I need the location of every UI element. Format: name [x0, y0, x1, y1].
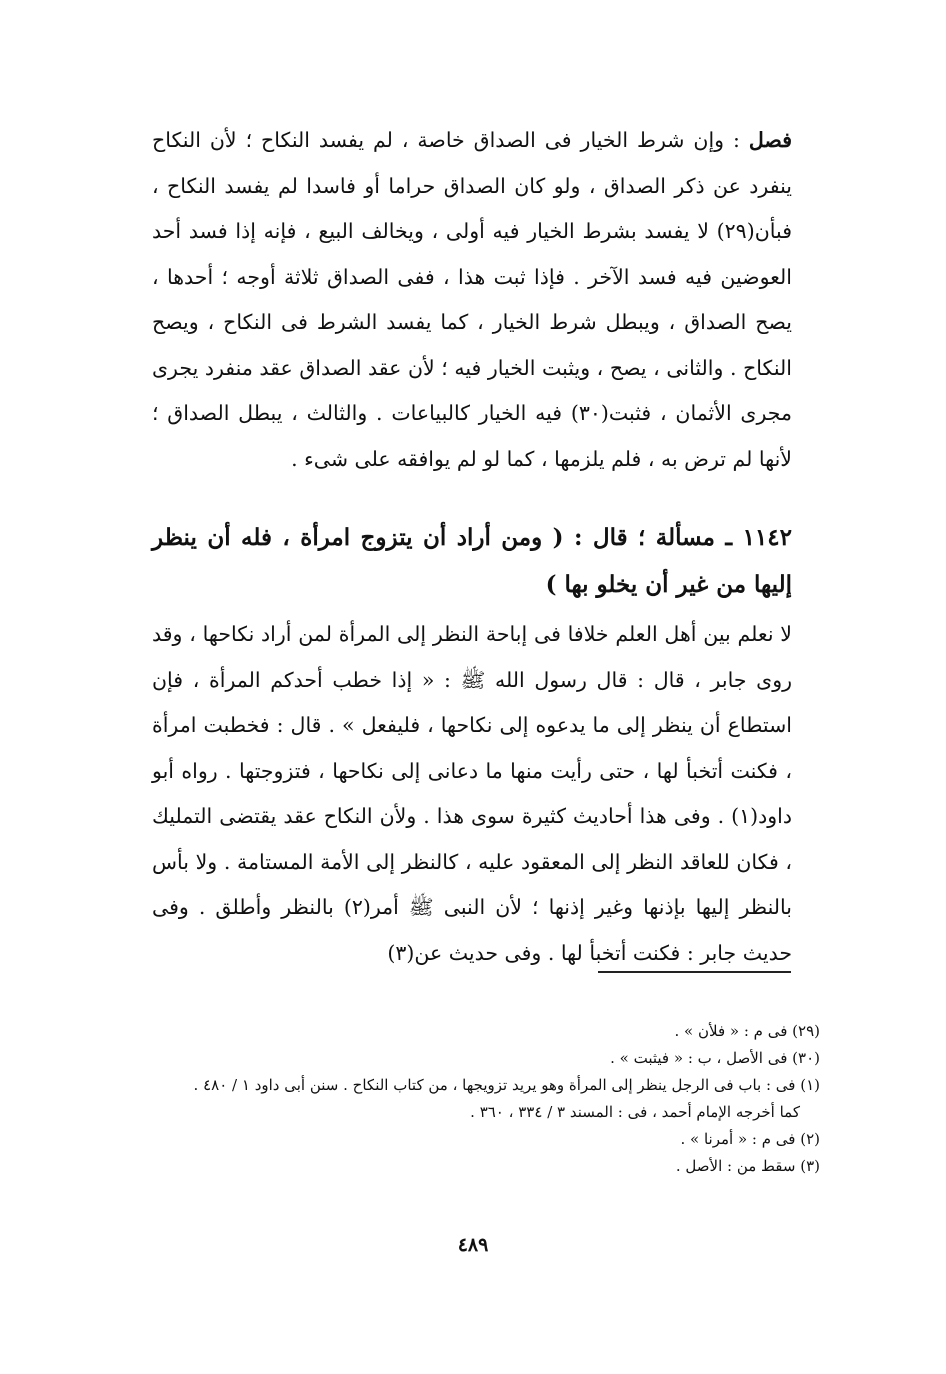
- section-label: فصل: [748, 128, 792, 152]
- masala-heading: ١١٤٢ ـ مسألة ؛ قال : ( ومن أراد أن يتزوج امرأة ، فله أن ينظر إليها من غير أن يخلو بها ): [152, 524, 792, 598]
- section-paragraph: [152, 118, 792, 482]
- footnote: (٢٩) فى م : « فلأن » .: [674, 1022, 820, 1040]
- section-text: : وإن شرط الخيار فى الصداق خاصة ، لم يفسد النكاح ؛ لأن النكاح ينفرد عن ذكر الصداق ، ولو كان الصداق حراما أو فاسدا لم يفسد النكاح ، فبأن(٢٩) لا يفسد بشرط الخيار فيه أولى ، ويخالف البيع ، فإنه إذا فسد أحد العوضين فيه فسد الآخر . فإذا ثبت هذا ، ففى الصداق ثلاثة أوجه ؛ أحدها ، يصح الصداق ، ويبطل شرط الخيار ، كما يفسد الشرط فى النكاح ، ويصح النكاح . والثانى ، يصح ، ويثبت الخيار فيه ؛ لأن عقد الصداق عقد منفرد يجرى مجرى الأثمان ، فثبت(٣٠) فيه الخيار كالبياعات . والثالث ، يبطل الصداق ؛ لأنها لم ترض به ، فلم يلزمها ، كما لو لم يوافقه على شىء .: [152, 128, 792, 471]
- body-paragraph: لا نعلم بين أهل العلم خلافا فى إباحة النظر إلى المرأة لمن أراد نكاحها ، وقد روى جابر ، قال : قال رسول الله ﷺ : « إذا خطب أحدكم المرأة ، فإن استطاع أن ينظر إلى ما يدعوه إلى نكاحها ، فليفعل » . قال : فخطبت امرأة ، فكنت أتخبأ لها ، حتى رأيت منها ما دعانى إلى نكاحها ، فتزوجتها . رواه أبو داود(١) . وفى هذا أحاديث كثيرة سوى هذا . ولأن النكاح عقد يقتضى التمليك ، فكان للعاقد النظر إلى المعقود عليه ، كالنظر إلى الأمة المستامة . ولا بأس بالنظر إليها بإذنها وغير إذنها ؛ لأن النبى ﷺ أمر(٢) بالنظر وأطلق . وفى حديث جابر : فكنت أتخبأ لها . وفى حديث عن(٣): [152, 622, 793, 965]
- footnote-continuation: كما أخرجه الإمام أحمد ، فى : المسند ٣ / ٣٣٤ ، ٣٦٠ .: [470, 1103, 800, 1121]
- footnote: (٣) سقط من : الأصل .: [675, 1157, 820, 1175]
- footnote: (١) فى : باب فى الرجل ينظر إلى المرأة وهو يريد تزويجها ، من كتاب النكاح . سنن أبى داود ١ / ٤٨٠ .: [193, 1076, 820, 1094]
- footnotes: [180, 1018, 820, 1180]
- footnote: (٣٠) فى الأصل ، ب : « فيثبت » .: [610, 1049, 820, 1067]
- footnote: (٢) فى م : « أمرنا » .: [680, 1130, 820, 1148]
- footnote-separator: [598, 971, 791, 973]
- page-number: ٤٨٩: [457, 1234, 489, 1256]
